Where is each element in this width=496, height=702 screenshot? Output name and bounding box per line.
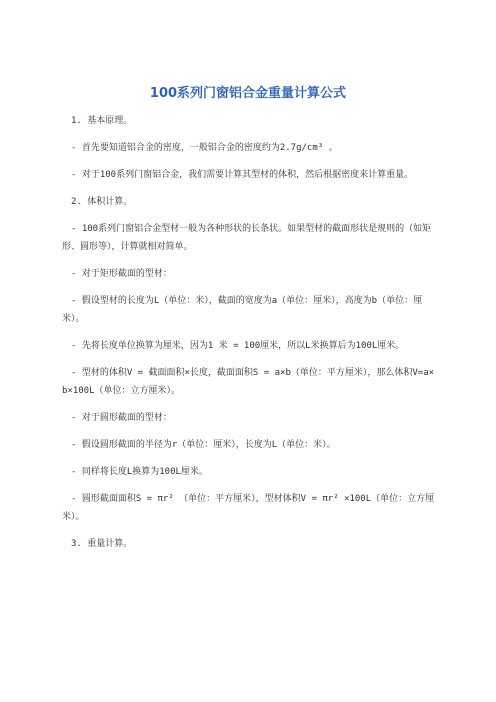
paragraph-length-conversion: - 先将长度单位换算为厘米，因为1 米 = 100厘米，所以L米换算后为100L厘米。: [71, 341, 405, 351]
section-heading-basic-principle: 1. 基本原理。: [71, 116, 133, 126]
paragraph-circular-length-conversion: - 同样将长度L换算为100L厘米。: [71, 467, 208, 477]
section-heading-weight: 3. 重量计算。: [71, 539, 133, 549]
document-title: 100系列门窗铝合金重量计算公式: [149, 86, 347, 101]
paragraph-circular-intro: - 对于圆形截面的型材：: [71, 413, 172, 423]
section-heading-volume: 2. 体积计算。: [71, 197, 133, 207]
paragraph-density: - 首先要知道铝合金的密度，一般铝合金的密度约为2.7g/cm³ 。: [71, 143, 338, 153]
paragraph-rectangular-volume: - 型材的体积V = 截面面积×长度，截面面积S = a×b（单位：平方厘米），那么体积V=a×b×100L（单位：立方厘米）。: [62, 368, 435, 396]
paragraph-rectangular-dimensions: - 假设型材的长度为L（单位：米），截面的宽度为a（单位：厘米），高度为b（单位：厘米）。: [62, 296, 423, 324]
document-body: [62, 112, 436, 562]
paragraph-circular-volume: - 圆形截面面积S = πr² （单位：平方厘米），型材体积V = πr² ×100L（单位：立方厘米）。: [62, 494, 435, 522]
paragraph-circular-dimensions: - 假设圆形截面的半径为r（单位：厘米），长度为L（单位：米）。: [71, 440, 336, 450]
paragraph-volume-then-weight: - 对于100系列门窗铝合金，我们需要计算其型材的体积，然后根据密度来计算重量。: [71, 170, 414, 180]
paragraph-profile-shapes: - 100系列门窗铝合金型材一般为各种形状的长条状。如果型材的截面形状是规则的（如矩形、圆形等），计算就相对简单。: [62, 224, 432, 252]
paragraph-rectangular-intro: - 对于矩形截面的型材：: [71, 269, 172, 279]
